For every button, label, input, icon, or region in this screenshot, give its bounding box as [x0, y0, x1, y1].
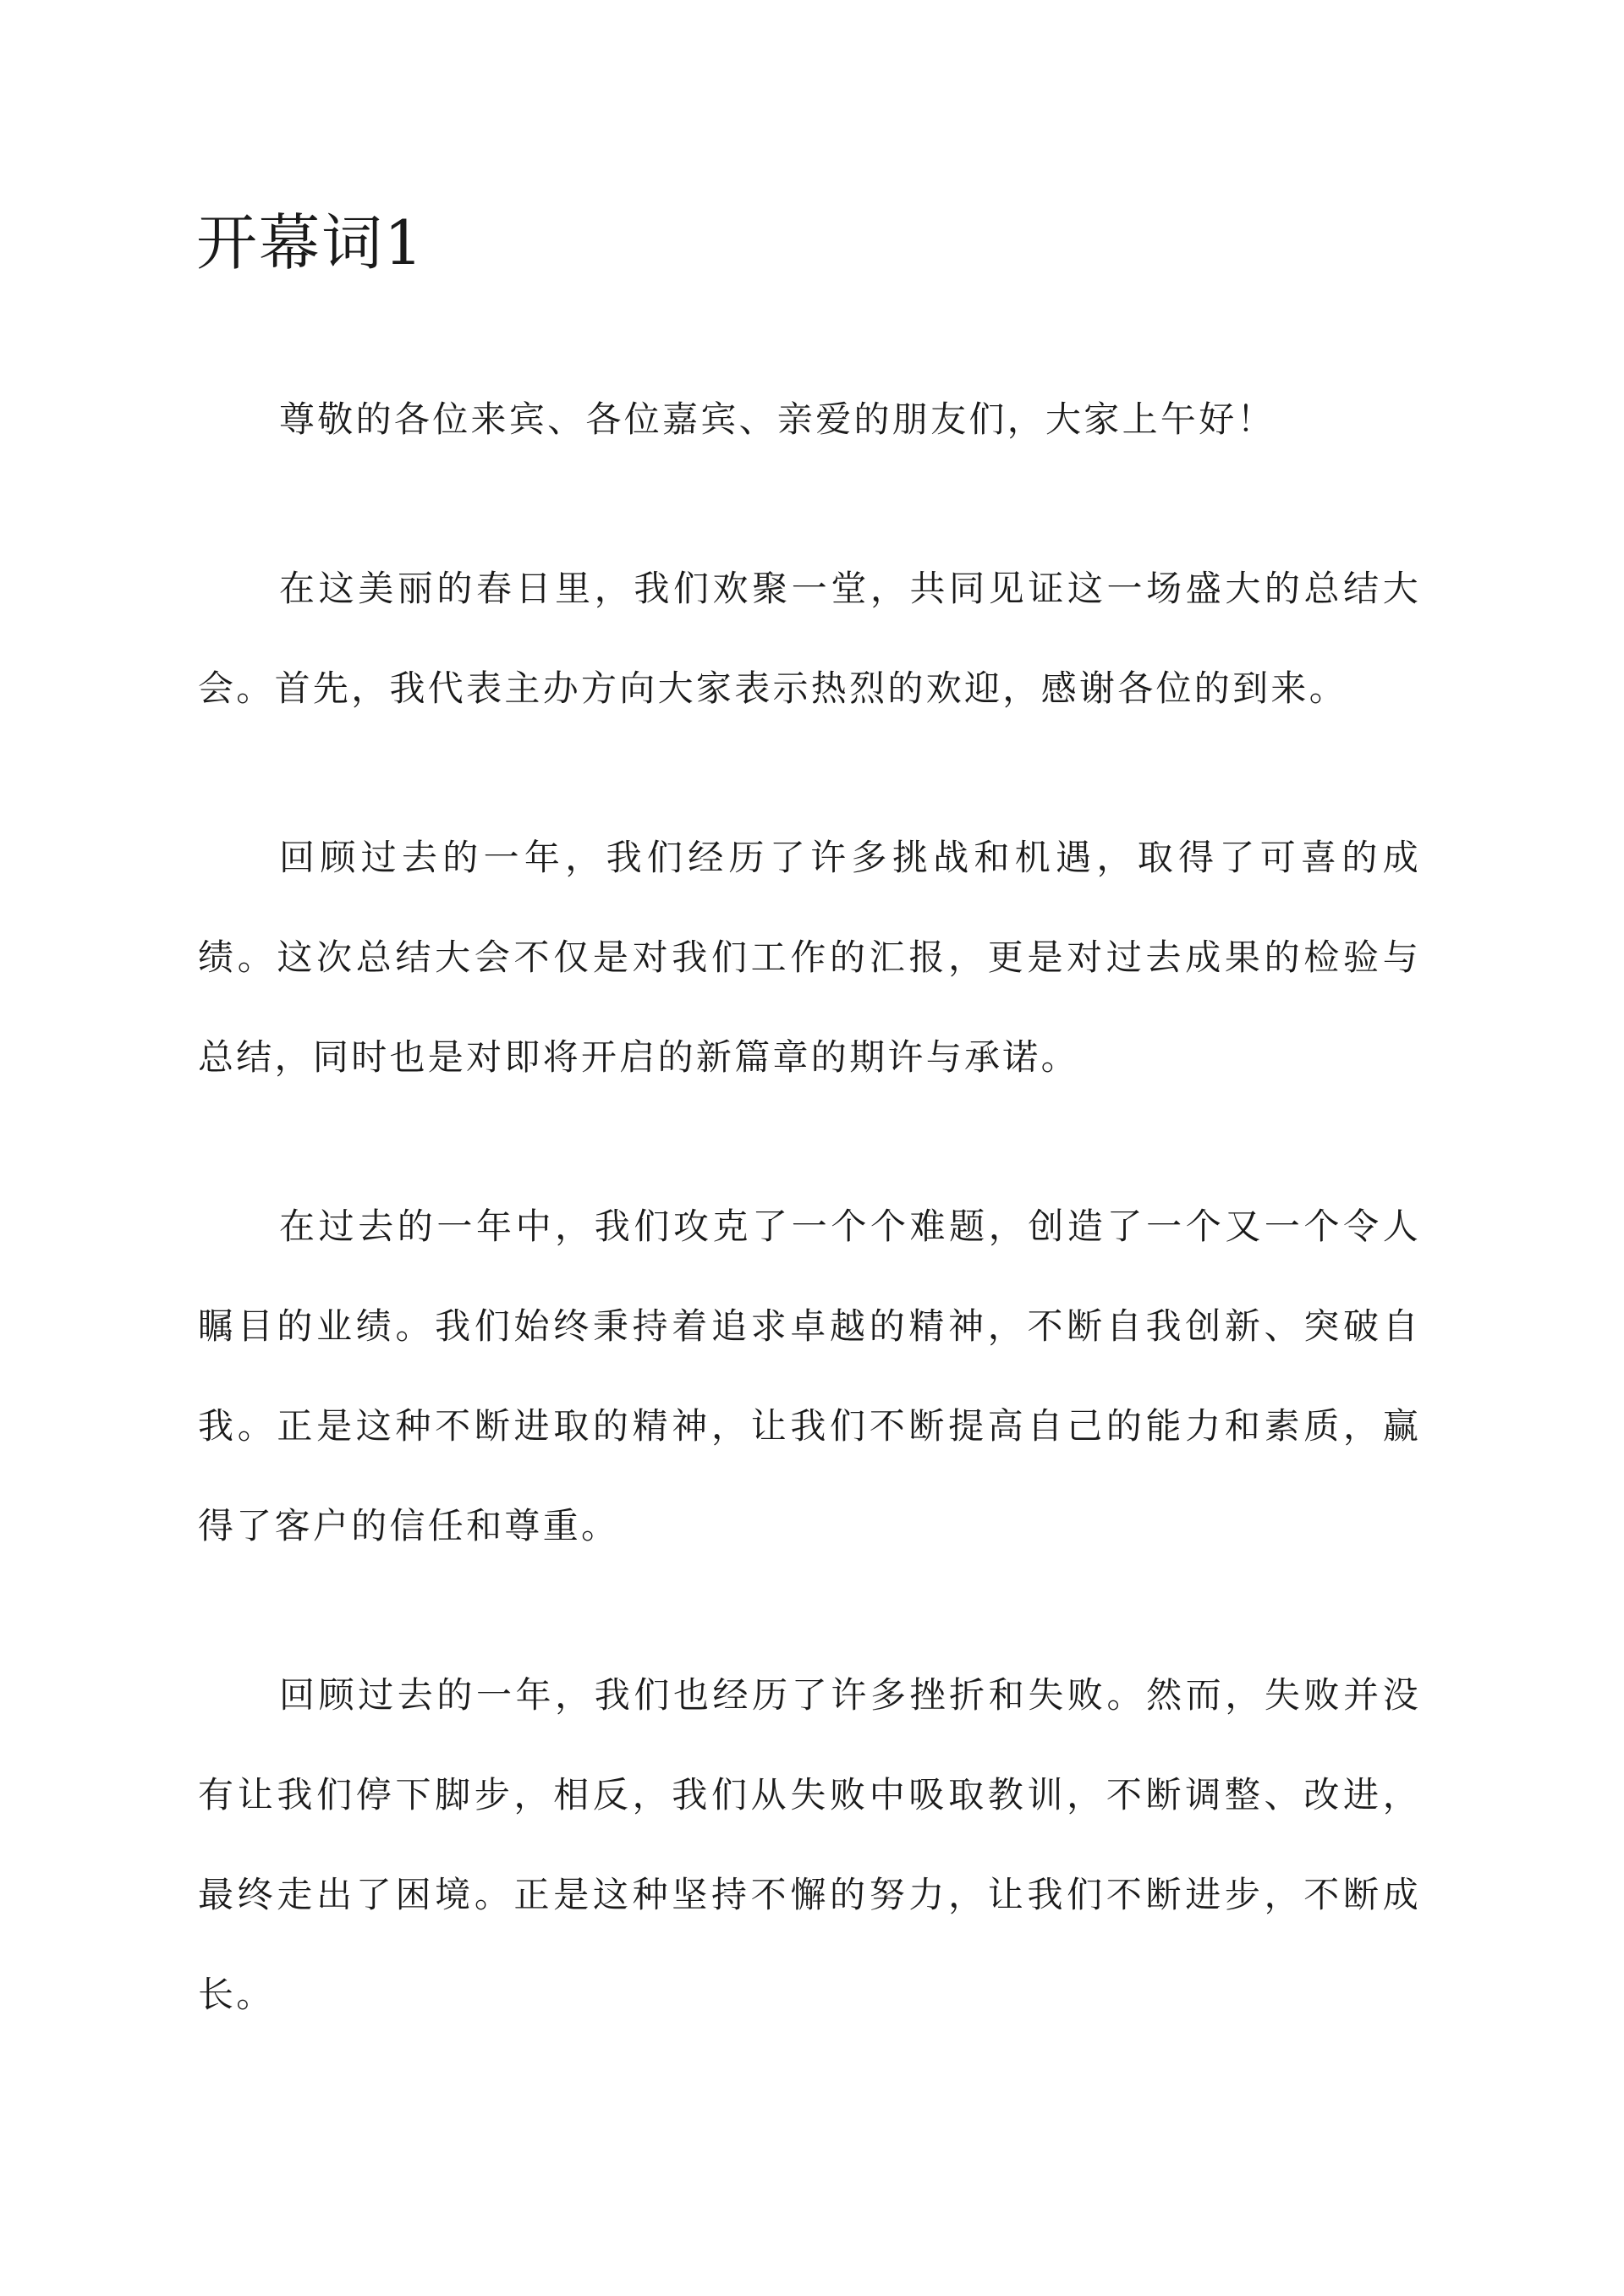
paragraph-welcome: 在这美丽的春日里，我们欢聚一堂，共同见证这一场盛大的总结大会。首先，我代表主办方向大家表示热烈的欢迎，感谢各位的到来。	[198, 568, 1421, 709]
paragraph-setbacks: 回顾过去的一年，我们也经历了许多挫折和失败。然而，失败并没有让我们停下脚步，相反，我们从失败中吸取教训，不断调整、改进，最终走出了困境。正是这种坚持不懈的努力，让我们不断进步，不断成长。	[198, 1674, 1421, 2015]
paragraph-achievements: 在过去的一年中，我们攻克了一个个难题，创造了一个又一个令人瞩目的业绩。我们始终秉持着追求卓越的精神，不断自我创新、突破自我。正是这种不断进取的精神，让我们不断提高自己的能力和素质，赢得了客户的信任和尊重。	[198, 1206, 1421, 1546]
page-title: 开幕词1	[196, 207, 425, 278]
document-body	[198, 370, 1421, 2045]
paragraph-greeting: 尊敬的各位来宾、各位嘉宾、亲爱的朋友们，大家上午好！	[279, 398, 1276, 440]
paragraph-review: 回顾过去的一年，我们经历了许多挑战和机遇，取得了可喜的成绩。这次总结大会不仅是对我们工作的汇报，更是对过去成果的检验与总结，同时也是对即将开启的新篇章的期许与承诺。	[198, 837, 1421, 1078]
